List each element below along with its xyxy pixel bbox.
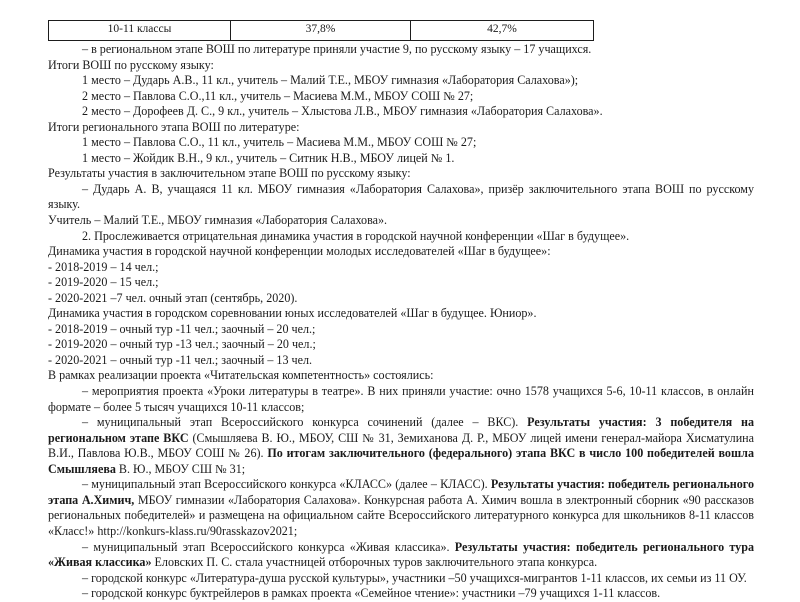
text-run: 1 место – Дударь А.В., 11 кл., учитель – Малий Т.Е., МБОУ гимназия «Лаборатория Салахова»);: [82, 73, 579, 88]
text-run: Итоги регионального этапа ВОШ по литературе:: [48, 119, 300, 134]
p-heading-reading-competence: [48, 368, 754, 384]
p-heading-literature: [48, 120, 754, 136]
text-run: 2 место – Дорофеев Д. С., 9 кл., учитель – Хлыстова Л.В., МБОУ гимназия «Лаборатория Салахова».: [82, 104, 603, 119]
p-junior-2020-2021: [48, 353, 754, 369]
text-run: - 2018-2019 – 14 чел.;: [48, 259, 159, 274]
text-run: Динамика участия в городском соревновании юных исследователей «Шаг в будущее. Юниор».: [48, 306, 537, 321]
table-cell-value-2: 42,7%: [411, 21, 594, 41]
text-run: - 2019-2020 – очный тур -13 чел.; заочный – 20 чел.;: [48, 337, 316, 352]
text-run: 1 место – Павлова С.О., 11 кл., учитель – Масиева М.М., МБОУ СОШ № 27;: [82, 135, 477, 150]
paragraph-list: [48, 42, 754, 602]
text-run-bold: По итогам заключительного (федерального) этапа ВКС в число 100 победителей вошла Смышляева: [48, 446, 755, 476]
text-run: (Смышляева В. Ю., МБОУ, СШ № 31, Земиханова Д. Р., МБОУ лицей имени генерал-майора Хисматулина В.И., Павлова Ю.В., МБОУ СОШ № 26).: [48, 430, 755, 461]
text-run: – в региональном этапе ВОШ по литературе приняли участие 9, по русскому языку – 17 учащихся.: [82, 42, 592, 56]
text-run: 2. Прослеживается отрицательная динамика участия в городской научной конференции «Шаг в будущее».: [82, 228, 630, 243]
p-booktrailers: [48, 586, 754, 602]
p-teacher: [48, 213, 754, 229]
p-class-competition: [48, 477, 754, 539]
text-run-bold: Результаты участия: победитель регионального тура «Живая классика»: [48, 539, 754, 570]
text-run: – городской конкурс «Литература-душа русской культуры», участники –50 учащихся-мигрантов 1-11 классов, их семьи из 11 ОУ.: [82, 570, 747, 585]
p-regional-stage: [48, 42, 754, 58]
p-literature-soul: [48, 571, 754, 587]
p-conf-2020-2021: [48, 291, 754, 307]
p-heading-russian: [48, 58, 754, 74]
participation-stats-table: [48, 20, 594, 41]
table-cell-value-1: 37,8%: [231, 21, 411, 41]
text-run: - 2018-2019 – очный тур -11 чел.; заочный – 20 чел.;: [48, 321, 316, 336]
table-row: [49, 21, 594, 41]
document-body: [48, 20, 754, 602]
p-heading-junior-dynamics: [48, 306, 754, 322]
text-run: - 2020-2021 – очный тур -11 чел.; заочный – 13 чел.: [48, 352, 313, 367]
text-run: Учитель – Малий Т.Е., МБОУ гимназия «Лаборатория Салахова».: [48, 213, 388, 228]
text-run: – мероприятия проекта «Уроки литературы в театре». В них приняли участие: очно 1578 учащихся 5-6, 10-11 классов, в онлайн формате – более 5 тысяч учащихся 10-11 классов;: [48, 384, 754, 414]
p-heading-final-results: [48, 166, 754, 182]
text-run: 1 место – Жойдик В.Н., 9 кл., учитель – Ситник Н.В., МБОУ лицей № 1.: [82, 150, 455, 165]
text-run: В рамках реализации проекта «Читательская компетентность» состоялись:: [48, 368, 434, 383]
p-conf-2018-2019: [48, 260, 754, 276]
table-cell-grade: 10-11 классы: [49, 21, 231, 41]
text-run: – городской конкурс буктрейлеров в рамках проекта «Семейное чтение»: участники –79 учащихся 1-11 классов.: [82, 586, 661, 601]
p-conf-2019-2020: [48, 275, 754, 291]
text-run: - 2020-2021 –7 чел. очный этап (сентябрь, 2020).: [48, 290, 298, 305]
text-run: – муниципальный этап Всероссийского конкурса «КЛАСС» (далее – КЛАСС).: [82, 477, 491, 492]
text-run: - 2019-2020 – 15 чел.;: [48, 275, 159, 290]
text-run: – муниципальный этап Всероссийского конкурса «Живая классика».: [82, 539, 455, 554]
p-vks-competition: [48, 415, 754, 477]
p-russian-place-1: [48, 73, 754, 89]
p-item-2-negative-dynamics: [48, 229, 754, 245]
text-run: Результаты участия в заключительном этапе ВОШ по русскому языку:: [48, 166, 411, 181]
p-lit-place-1b: [48, 151, 754, 167]
p-russian-place-2b: [48, 104, 754, 120]
p-heading-conference-dynamics: [48, 244, 754, 260]
p-junior-2018-2019: [48, 322, 754, 338]
p-lit-place-1a: [48, 135, 754, 151]
text-run-bold: Результаты участия: 3 победителя на региональном этапе ВКС: [48, 415, 754, 445]
text-run: Итоги ВОШ по русскому языку:: [48, 57, 214, 72]
text-run: – муниципальный этап Всероссийского конкурса сочинений (далее – ВКС).: [82, 415, 528, 430]
p-russian-place-2a: [48, 89, 754, 105]
text-run: Еловских П. С. стала участницей отборочных туров заключительного этапа конкурса.: [151, 555, 598, 570]
text-run-bold: Результаты участия: победитель регионального этапа А.Химич,: [48, 477, 754, 507]
text-run: В. Ю., МБОУ СШ № 31;: [115, 461, 246, 476]
text-run: Динамика участия в городской научной конференции молодых исследователей «Шаг в будущее»:: [48, 244, 551, 259]
text-run: МБОУ гимназии «Лаборатория Салахова». Конкурсная работа А. Химич вошла в электронный сборник «90 рассказов региональных победителей» и размещена на официальном сайте Всероссийского литературного конкурса для школьников 8-11 классов «Класс!» http://konkurs-klass.ru/90rasskazov2021;: [48, 492, 754, 538]
table-body: [49, 21, 594, 41]
text-run: – Дударь А. В, учащаяся 11 кл. МБОУ гимназия «Лаборатория Салахова», призёр заключительного этапа ВОШ по русскому языку.: [48, 181, 754, 212]
p-final-winner: [48, 182, 754, 213]
p-junior-2019-2020: [48, 337, 754, 353]
p-theatre-lessons: [48, 384, 754, 415]
text-run: 2 место – Павлова С.О.,11 кл., учитель – Масиева М.М., МБОУ СОШ № 27;: [82, 88, 474, 103]
